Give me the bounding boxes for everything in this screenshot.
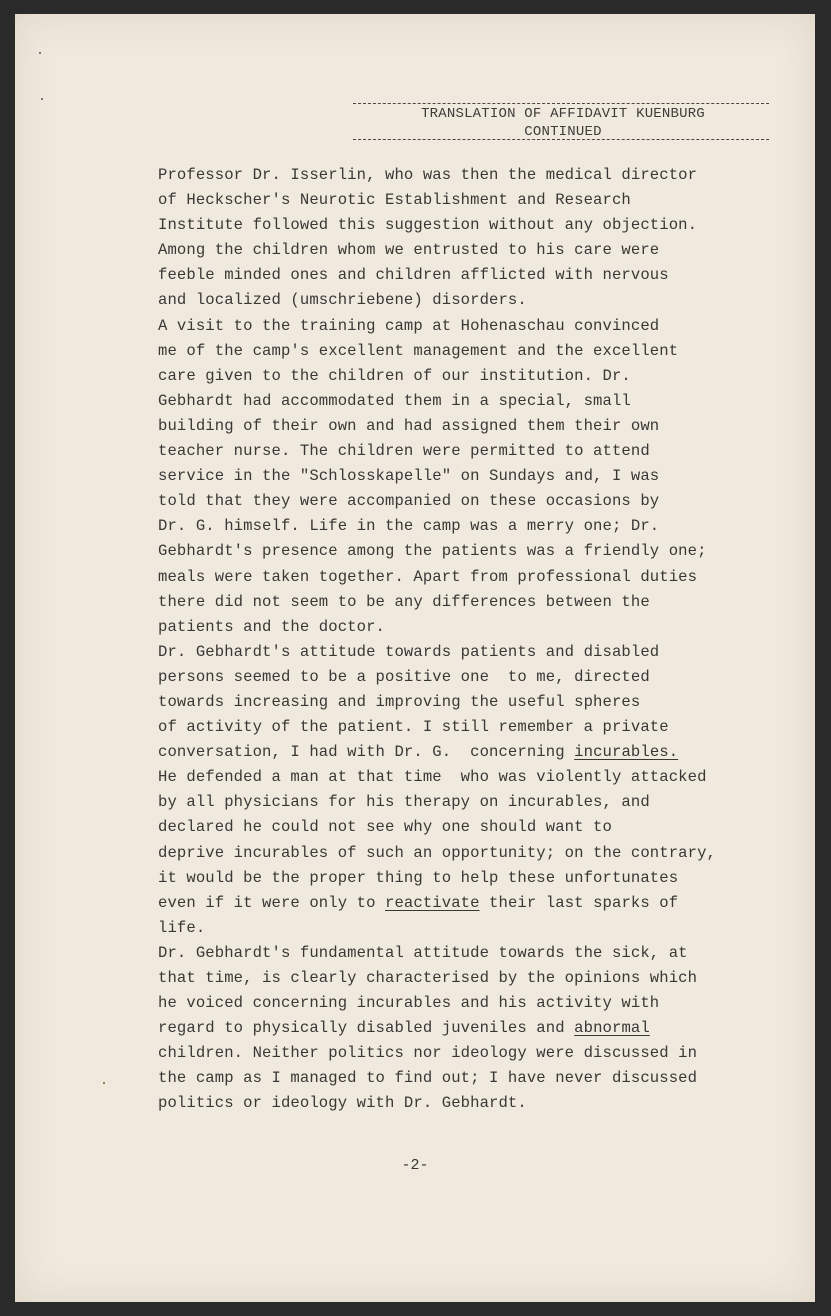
document-subtitle: CONTINUED	[524, 124, 602, 140]
body-line: service in the "Schlosskapelle" on Sundays and, I was	[158, 467, 660, 486]
body-line: Dr. G. himself. Life in the camp was a merry one; Dr.	[158, 517, 660, 536]
body-line: even if it were only to reactivate their last sparks of	[158, 893, 679, 912]
body-line: conversation, I had with Dr. G. concerning incurables.	[158, 743, 679, 762]
body-line: regard to physically disabled juveniles and abnormal	[158, 1019, 650, 1038]
paper-speck	[103, 1082, 105, 1084]
body-line: deprive incurables of such an opportunity; on the contrary,	[158, 843, 717, 862]
body-line: there did not seem to be any differences between the	[158, 592, 650, 611]
body-line: A visit to the training camp at Hohenaschau convinced	[158, 316, 660, 335]
body-line: meals were taken together. Apart from professional duties	[158, 567, 698, 586]
body-line: me of the camp's excellent management and the excellent	[158, 341, 679, 360]
body-line: Dr. Gebhardt's fundamental attitude towards the sick, at	[158, 943, 688, 962]
body-line: teacher nurse. The children were permitted to attend	[158, 442, 650, 461]
body-line: that time, is clearly characterised by the opinions which	[158, 969, 698, 987]
body-line: children. Neither politics nor ideology were discussed in	[158, 1044, 698, 1063]
body-line: declared he could not see why one should want to	[158, 818, 612, 837]
body-line: He defended a man at that time who was violently attacked	[158, 768, 707, 787]
body-line: and localized (umschriebene) disorders.	[158, 291, 527, 310]
body-line: Gebhardt's presence among the patients was a friendly one;	[158, 542, 707, 561]
paper-speck	[41, 98, 43, 100]
body-line: by all physicians for his therapy on incurables, and	[158, 793, 650, 812]
document-page	[15, 14, 815, 1302]
affidavit-body	[158, 163, 788, 1117]
body-line: building of their own and had assigned them their own	[158, 416, 660, 435]
body-line: the camp as I managed to find out; I have never discussed	[158, 1069, 698, 1088]
body-line: Dr. Gebhardt's attitude towards patients and disabled	[158, 642, 660, 661]
header-bottom-rule	[353, 139, 769, 140]
body-line: of Heckscher's Neurotic Establishment and Research	[158, 191, 631, 210]
body-line: life.	[158, 918, 206, 937]
document-title: TRANSLATION OF AFFIDAVIT KUENBURG	[421, 106, 705, 122]
underlined-word: abnormal	[574, 1019, 650, 1038]
body-line: Institute followed this suggestion without any objection.	[158, 216, 698, 235]
page-number: -2-	[401, 1157, 429, 1174]
body-line: he voiced concerning incurables and his activity with	[158, 994, 660, 1013]
body-line: it would be the proper thing to help these unfortunates	[158, 868, 679, 887]
body-line: Professor Dr. Isserlin, who was then the medical director	[158, 166, 698, 184]
body-line: persons seemed to be a positive one to me, directed	[158, 667, 650, 686]
header-top-rule	[353, 103, 769, 104]
underlined-word: reactivate	[385, 893, 480, 912]
body-line: patients and the doctor.	[158, 617, 385, 636]
body-line: towards increasing and improving the useful spheres	[158, 692, 641, 711]
body-line: told that they were accompanied on these occasions by	[158, 492, 660, 511]
body-line: Among the children whom we entrusted to his care were	[158, 241, 660, 260]
body-line: feeble minded ones and children afflicted with nervous	[158, 266, 669, 285]
body-line: Gebhardt had accommodated them in a special, small	[158, 391, 631, 410]
body-line: politics or ideology with Dr. Gebhardt.	[158, 1094, 527, 1113]
underlined-word: incurables.	[574, 743, 679, 762]
body-line: care given to the children of our institution. Dr.	[158, 366, 631, 385]
paper-speck	[39, 52, 41, 54]
body-line: of activity of the patient. I still remember a private	[158, 718, 669, 737]
